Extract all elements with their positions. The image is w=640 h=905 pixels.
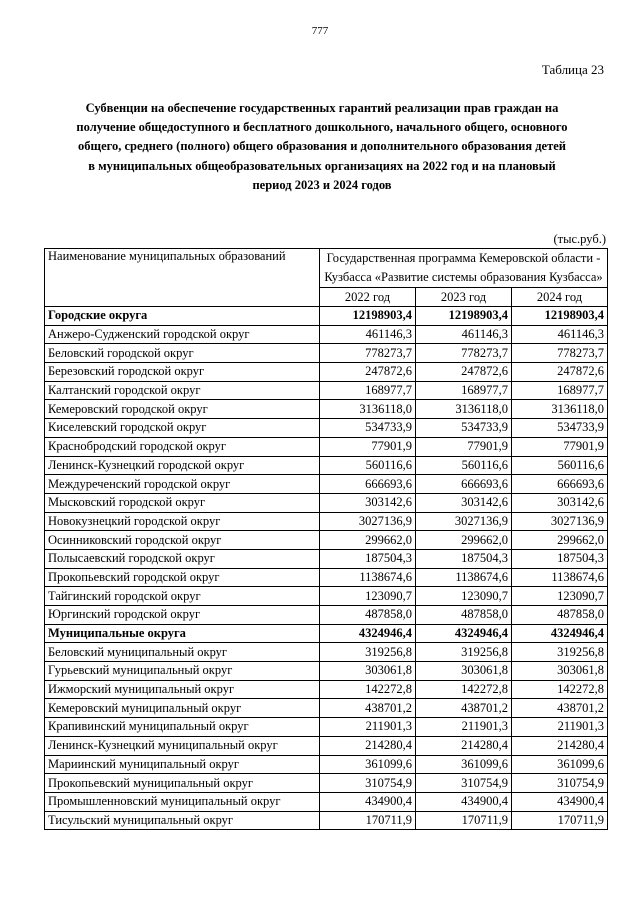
value-2022-cell: 560116,6 <box>320 456 416 475</box>
municipality-name-cell: Промышленновский муниципальный округ <box>45 792 320 811</box>
value-2024-cell: 211901,3 <box>512 718 608 737</box>
value-2022-cell: 303142,6 <box>320 493 416 512</box>
value-2024-cell: 3027136,9 <box>512 512 608 531</box>
title-line: в муниципальных общеобразовательных организациях на 2022 год и на плановый <box>88 158 556 173</box>
value-2022-cell: 4324946,4 <box>320 624 416 643</box>
value-2023-cell: 778273,7 <box>416 344 512 363</box>
value-2023-cell: 214280,4 <box>416 736 512 755</box>
value-2022-cell: 319256,8 <box>320 643 416 662</box>
value-2023-cell: 3136118,0 <box>416 400 512 419</box>
header-year-2023: 2023 год <box>416 288 512 307</box>
municipality-name-cell: Крапивинский муниципальный округ <box>45 718 320 737</box>
value-2022-cell: 168977,7 <box>320 381 416 400</box>
value-2024-cell: 12198903,4 <box>512 307 608 326</box>
page-number: 777 <box>311 25 329 37</box>
value-2022-cell: 438701,2 <box>320 699 416 718</box>
value-2022-cell: 77901,9 <box>320 437 416 456</box>
subventions-table <box>44 248 608 830</box>
table-row <box>45 325 608 344</box>
table-row <box>45 475 608 494</box>
value-2022-cell: 778273,7 <box>320 344 416 363</box>
value-2023-cell: 434900,4 <box>416 792 512 811</box>
header-year-2024: 2024 год <box>512 288 608 307</box>
table-group-row <box>45 307 608 326</box>
value-2023-cell: 303142,6 <box>416 493 512 512</box>
table-row <box>45 549 608 568</box>
value-2024-cell: 319256,8 <box>512 643 608 662</box>
municipality-name-cell: Беловский муниципальный округ <box>45 643 320 662</box>
municipality-name-cell: Беловский городской округ <box>45 344 320 363</box>
table-row <box>45 811 608 830</box>
value-2023-cell: 211901,3 <box>416 718 512 737</box>
value-2024-cell: 666693,6 <box>512 475 608 494</box>
value-2022-cell: 12198903,4 <box>320 307 416 326</box>
municipality-name-cell: Кемеровский городской округ <box>45 400 320 419</box>
table-row <box>45 774 608 793</box>
municipality-name-cell: Тайгинский городской округ <box>45 587 320 606</box>
title-line: получение общедоступного и бесплатного дошкольного, начального общего, основного <box>76 120 568 135</box>
municipality-name-cell: Осинниковский городской округ <box>45 531 320 550</box>
value-2023-cell: 12198903,4 <box>416 307 512 326</box>
value-2022-cell: 487858,0 <box>320 606 416 625</box>
municipality-name-cell: Гурьевский муниципальный округ <box>45 662 320 681</box>
value-2024-cell: 187504,3 <box>512 549 608 568</box>
municipality-name-cell: Ленинск-Кузнецкий муниципальный округ <box>45 736 320 755</box>
municipality-name-cell: Прокопьевский городской округ <box>45 568 320 587</box>
table-row <box>45 792 608 811</box>
value-2024-cell: 123090,7 <box>512 587 608 606</box>
municipality-name-cell: Анжеро-Судженский городской округ <box>45 325 320 344</box>
value-2023-cell: 142272,8 <box>416 680 512 699</box>
table-row <box>45 363 608 382</box>
value-2022-cell: 142272,8 <box>320 680 416 699</box>
value-2023-cell: 438701,2 <box>416 699 512 718</box>
municipality-name-cell: Прокопьевский муниципальный округ <box>45 774 320 793</box>
value-2022-cell: 434900,4 <box>320 792 416 811</box>
table-label: Таблица 23 <box>541 62 604 77</box>
value-2022-cell: 310754,9 <box>320 774 416 793</box>
value-2024-cell: 170711,9 <box>512 811 608 830</box>
municipality-name-cell: Калтанский городской округ <box>45 381 320 400</box>
document-title <box>52 99 592 195</box>
municipality-name-cell: Краснобродский городской округ <box>45 437 320 456</box>
table-row <box>45 643 608 662</box>
table-row <box>45 381 608 400</box>
value-2023-cell: 3027136,9 <box>416 512 512 531</box>
value-2023-cell: 461146,3 <box>416 325 512 344</box>
value-2022-cell: 123090,7 <box>320 587 416 606</box>
value-2022-cell: 187504,3 <box>320 549 416 568</box>
value-2024-cell: 214280,4 <box>512 736 608 755</box>
value-2022-cell: 666693,6 <box>320 475 416 494</box>
value-2023-cell: 534733,9 <box>416 419 512 438</box>
value-2022-cell: 247872,6 <box>320 363 416 382</box>
municipality-name-cell: Муниципальные округа <box>45 624 320 643</box>
value-2023-cell: 4324946,4 <box>416 624 512 643</box>
municipality-name-cell: Березовский городской округ <box>45 363 320 382</box>
value-2024-cell: 438701,2 <box>512 699 608 718</box>
value-2022-cell: 214280,4 <box>320 736 416 755</box>
table-row <box>45 419 608 438</box>
municipality-name-cell: Мысковский городской округ <box>45 493 320 512</box>
value-2023-cell: 170711,9 <box>416 811 512 830</box>
value-2024-cell: 4324946,4 <box>512 624 608 643</box>
value-2023-cell: 123090,7 <box>416 587 512 606</box>
table-row <box>45 755 608 774</box>
table-row <box>45 512 608 531</box>
table-row <box>45 531 608 550</box>
value-2024-cell: 303142,6 <box>512 493 608 512</box>
municipality-name-cell: Городские округа <box>45 307 320 326</box>
value-2022-cell: 303061,8 <box>320 662 416 681</box>
value-2023-cell: 303061,8 <box>416 662 512 681</box>
municipality-name-cell: Междуреченский городской округ <box>45 475 320 494</box>
municipality-name-cell: Ижморский муниципальный округ <box>45 680 320 699</box>
municipality-name-cell: Полысаевский городской округ <box>45 549 320 568</box>
municipality-name-cell: Ленинск-Кузнецкий городской округ <box>45 456 320 475</box>
table-row <box>45 718 608 737</box>
table-row <box>45 344 608 363</box>
value-2023-cell: 1138674,6 <box>416 568 512 587</box>
value-2024-cell: 1138674,6 <box>512 568 608 587</box>
title-line: общего, среднего (полного) общего образования и дополнительного образования детей <box>78 139 566 154</box>
value-2022-cell: 299662,0 <box>320 531 416 550</box>
table-group-row <box>45 624 608 643</box>
value-2022-cell: 170711,9 <box>320 811 416 830</box>
value-2022-cell: 1138674,6 <box>320 568 416 587</box>
value-2024-cell: 534733,9 <box>512 419 608 438</box>
value-2024-cell: 299662,0 <box>512 531 608 550</box>
value-2024-cell: 560116,6 <box>512 456 608 475</box>
value-2022-cell: 3027136,9 <box>320 512 416 531</box>
value-2023-cell: 247872,6 <box>416 363 512 382</box>
table-row <box>45 456 608 475</box>
municipality-name-cell: Тисульский муниципальный округ <box>45 811 320 830</box>
table-body <box>45 307 608 830</box>
value-2024-cell: 303061,8 <box>512 662 608 681</box>
value-2023-cell: 361099,6 <box>416 755 512 774</box>
value-2024-cell: 3136118,0 <box>512 400 608 419</box>
value-2023-cell: 310754,9 <box>416 774 512 793</box>
value-2024-cell: 142272,8 <box>512 680 608 699</box>
value-2024-cell: 487858,0 <box>512 606 608 625</box>
municipality-name-cell: Новокузнецкий городской округ <box>45 512 320 531</box>
value-2024-cell: 247872,6 <box>512 363 608 382</box>
value-2024-cell: 168977,7 <box>512 381 608 400</box>
value-2024-cell: 434900,4 <box>512 792 608 811</box>
title-line: период 2023 и 2024 годов <box>252 177 392 192</box>
units-label: (тыс.руб.) <box>553 232 606 246</box>
table-row <box>45 606 608 625</box>
value-2024-cell: 77901,9 <box>512 437 608 456</box>
table-row <box>45 493 608 512</box>
table-row <box>45 699 608 718</box>
value-2023-cell: 666693,6 <box>416 475 512 494</box>
value-2024-cell: 361099,6 <box>512 755 608 774</box>
table-row <box>45 568 608 587</box>
municipality-name-cell: Киселевский городской округ <box>45 419 320 438</box>
header-year-2022: 2022 год <box>320 288 416 307</box>
value-2022-cell: 211901,3 <box>320 718 416 737</box>
table-row <box>45 736 608 755</box>
municipality-name-cell: Мариинский муниципальный округ <box>45 755 320 774</box>
value-2023-cell: 319256,8 <box>416 643 512 662</box>
value-2023-cell: 168977,7 <box>416 381 512 400</box>
municipality-name-cell: Юргинский городской округ <box>45 606 320 625</box>
value-2023-cell: 487858,0 <box>416 606 512 625</box>
table-row <box>45 662 608 681</box>
table-row <box>45 587 608 606</box>
title-line: Субвенции на обеспечение государственных гарантий реализации прав граждан на <box>85 101 559 115</box>
header-name-column: Наименование муниципальных образований <box>45 249 320 307</box>
value-2022-cell: 3136118,0 <box>320 400 416 419</box>
value-2023-cell: 187504,3 <box>416 549 512 568</box>
table-row <box>45 400 608 419</box>
value-2022-cell: 461146,3 <box>320 325 416 344</box>
value-2024-cell: 461146,3 <box>512 325 608 344</box>
value-2024-cell: 310754,9 <box>512 774 608 793</box>
municipality-name-cell: Кемеровский муниципальный округ <box>45 699 320 718</box>
table-row <box>45 437 608 456</box>
header-program: Государственная программа Кемеровской области - Кузбасса «Развитие системы образования Кузбасса» <box>320 249 608 288</box>
table-row <box>45 680 608 699</box>
value-2023-cell: 560116,6 <box>416 456 512 475</box>
value-2022-cell: 534733,9 <box>320 419 416 438</box>
value-2024-cell: 778273,7 <box>512 344 608 363</box>
value-2023-cell: 77901,9 <box>416 437 512 456</box>
value-2023-cell: 299662,0 <box>416 531 512 550</box>
value-2022-cell: 361099,6 <box>320 755 416 774</box>
